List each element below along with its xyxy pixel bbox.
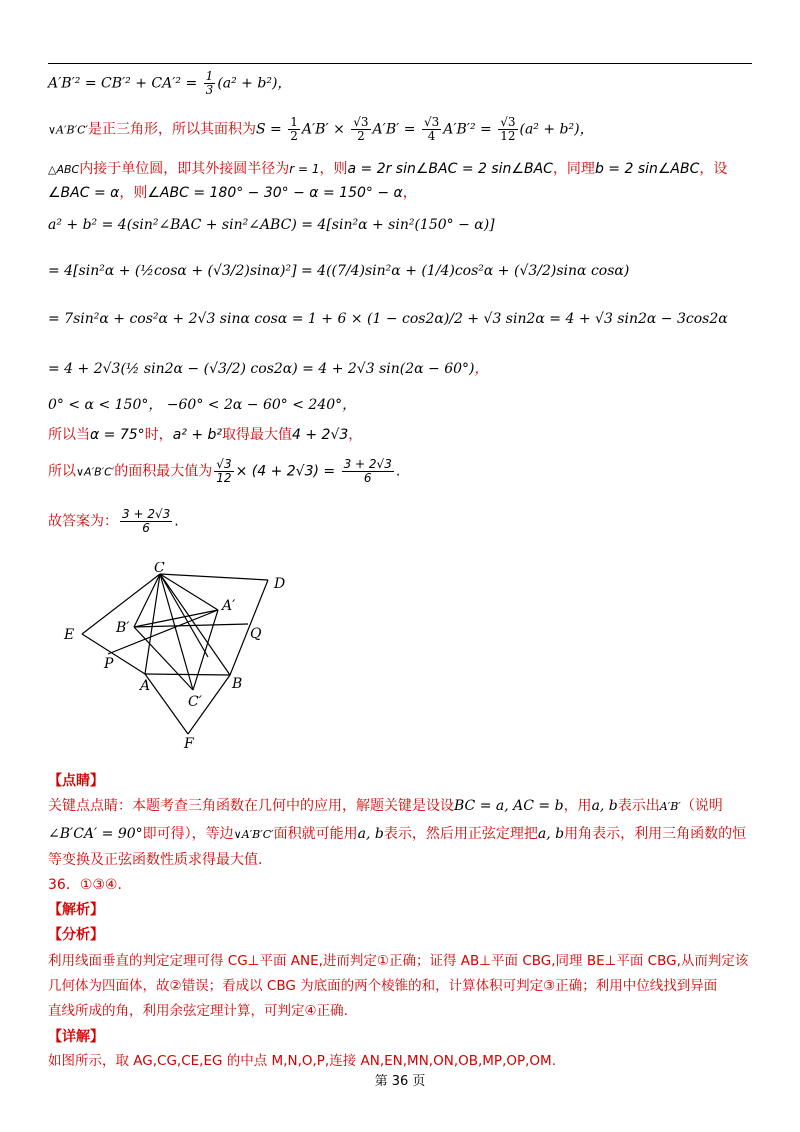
text: 表示，然后用正弦定理把 bbox=[383, 826, 538, 842]
triangle-symbol: ∨A′B′C′ bbox=[76, 465, 115, 479]
text: 是正三角形，所以其面积为 bbox=[88, 121, 256, 138]
text: 的面积最大值为 bbox=[114, 463, 213, 480]
frac-num: 3 + 2√3 bbox=[122, 507, 171, 521]
eq-line-4 bbox=[48, 184, 417, 202]
text: 用角表示，利用三角函数的恒 bbox=[564, 826, 747, 842]
dianjing-line-3: 等变换及正弦函数性质求得最大值. bbox=[48, 852, 263, 868]
text: 所以 bbox=[48, 463, 76, 480]
eq-line-5: a² + b² = 4(sin²∠BAC + sin²∠ABC) = 4[sin²α + sin²(150° − α)] bbox=[48, 217, 495, 233]
eq-text: A′B′ bbox=[659, 800, 681, 813]
eq-line-11 bbox=[48, 458, 400, 485]
frac-num: 3 + 2√3 bbox=[343, 457, 392, 471]
triangle-symbol: △ABC bbox=[48, 163, 80, 176]
text: ，设 bbox=[699, 161, 728, 177]
frac-num: √3 bbox=[500, 115, 516, 129]
eq-text: (a² + b²)， bbox=[519, 121, 594, 138]
eq-line-10 bbox=[48, 426, 362, 444]
frac-den: 6 bbox=[363, 471, 372, 485]
text: ，则 bbox=[119, 185, 148, 201]
dianjing-heading: 【点睛】 bbox=[48, 773, 104, 789]
frac-den: 3 bbox=[205, 83, 214, 97]
text: ，则 bbox=[319, 161, 348, 177]
label-E: E bbox=[64, 627, 75, 643]
fraction bbox=[288, 116, 300, 143]
geometry-figure bbox=[60, 562, 300, 752]
frac-den: 2 bbox=[357, 129, 365, 143]
text: ，用 bbox=[563, 798, 592, 814]
frac-den: 12 bbox=[500, 129, 516, 143]
fenxi-line-3: 直线所成的角，利用余弦定理计算，可判定④正确. bbox=[48, 1003, 348, 1019]
frac-den: 6 bbox=[142, 521, 150, 535]
xiangjie-heading: 【详解】 bbox=[48, 1029, 104, 1045]
fenxi-line-2: 几何体为四面体，故②错误；看成以 CBG 为底面的两个棱锥的和，计算体积可判定③正确；利用中位线找到异面 bbox=[48, 978, 718, 994]
eq-text: 4 + 2√3 bbox=[292, 427, 349, 443]
eq-line-2 bbox=[48, 116, 594, 143]
jiexi-heading: 【解析】 bbox=[48, 902, 104, 918]
text: ， bbox=[402, 185, 417, 201]
eq-line-6: = 4[sin²α + (½cosα + (√3/2)sinα)²] = 4((7/4)sin²α + (1/4)cos²α + (√3/2)sinα cosα) bbox=[48, 263, 630, 279]
dianjing-line-2 bbox=[48, 825, 746, 844]
label-F: F bbox=[184, 736, 194, 752]
eq-line-7: = 7sin²α + cos²α + 2√3 sinα cosα = 1 + 6 × (1 − cos2α)/2 + √3 sin2α = 4 + √3 sin2α − 3cos2α bbox=[48, 311, 728, 327]
answer-line bbox=[48, 508, 179, 535]
frac-num: √3 bbox=[423, 115, 440, 129]
frac-den: 4 bbox=[427, 129, 436, 143]
frac-den: 12 bbox=[216, 471, 232, 485]
label-C-prime: C′ bbox=[188, 694, 202, 710]
eq-text: BC = a, AC = b bbox=[454, 798, 564, 814]
label-C: C bbox=[154, 562, 165, 576]
eq-text: A′B′ × bbox=[301, 121, 350, 138]
eq-text: a, b bbox=[591, 798, 618, 814]
label-A-prime: A′ bbox=[222, 598, 236, 614]
text: ， bbox=[348, 427, 363, 443]
eq-text: b = 2 sin∠ABC bbox=[594, 161, 700, 177]
eq-text: A′B′ = bbox=[372, 121, 420, 138]
eq-text: A′B′² = bbox=[443, 121, 497, 138]
fenxi-heading: 【分析】 bbox=[48, 927, 104, 943]
text: 面积就可能用 bbox=[273, 826, 358, 842]
eq-text: × (4 + 2√3) = bbox=[235, 463, 340, 480]
text: 所以当 bbox=[48, 427, 90, 443]
fraction bbox=[351, 116, 370, 143]
text: ，同理 bbox=[552, 161, 595, 177]
text: 关键点点睛：本题考查三角函数在几何中的应用，解题关键是设设 bbox=[48, 798, 454, 814]
label-D: D bbox=[274, 576, 286, 592]
fraction bbox=[120, 508, 172, 535]
text: 取得最大值 bbox=[222, 427, 293, 443]
fraction bbox=[422, 116, 441, 143]
fraction bbox=[342, 458, 394, 485]
eq-text: r = 1 bbox=[289, 162, 320, 176]
fraction bbox=[498, 116, 517, 143]
frac-den: 2 bbox=[290, 129, 298, 143]
xiangjie-line-1: 如图所示，取 AG,CG,CE,EG 的中点 M,N,O,P,连接 AN,EN,MN,ON,OB,MP,OP,OM. bbox=[48, 1053, 556, 1069]
page-footer: 第 36 页 bbox=[374, 1074, 426, 1089]
eq-text: S = bbox=[256, 121, 287, 138]
dianjing-line-1 bbox=[48, 797, 723, 816]
fenxi-line-1: 利用线面垂直的判定定理可得 CG⊥平面 ANE,进而判定①正确；证得 AB⊥平面 CBG,同理 BE⊥平面 CBG,从而判定该 bbox=[48, 953, 749, 969]
label-A: A bbox=[140, 678, 151, 694]
fraction bbox=[204, 70, 216, 97]
eq-text: ∠BAC = α bbox=[48, 185, 120, 201]
triangle-symbol: ∨A′B′C′ bbox=[233, 828, 274, 841]
eq-text: a² + b² bbox=[172, 427, 223, 443]
eq-text: ∠ABC = 180° − 30° − α = 150° − α bbox=[147, 185, 403, 201]
label-P: P bbox=[104, 656, 114, 672]
text: 内接于单位圆，即其外接圆半径为 bbox=[79, 161, 290, 177]
label-B: B bbox=[232, 676, 243, 692]
fraction bbox=[214, 458, 233, 485]
text: 时， bbox=[144, 427, 173, 443]
answer-label: 故答案为： bbox=[48, 513, 118, 530]
eq-line-9: 0° < α < 150°， −60° < 2α − 60° < 240°， bbox=[48, 397, 357, 413]
text: 即可得），等边 bbox=[142, 826, 234, 842]
eq-text: a, b bbox=[357, 826, 384, 842]
text: . bbox=[174, 513, 179, 530]
text: . bbox=[395, 463, 401, 480]
frac-num: 1 bbox=[205, 69, 214, 83]
label-Q: Q bbox=[250, 626, 262, 642]
label-B-prime: B′ bbox=[116, 620, 130, 636]
eq-text: a, b bbox=[537, 826, 565, 842]
text: 表示出 bbox=[617, 798, 660, 814]
text: （说明 bbox=[680, 798, 723, 814]
header-rule bbox=[48, 63, 752, 64]
eq-line-3 bbox=[48, 160, 727, 179]
eq-line-1 bbox=[48, 70, 291, 97]
frac-num: √3 bbox=[353, 115, 369, 129]
eq-text: (a² + b²)， bbox=[217, 75, 292, 92]
eq-text: A′B′² = CB′² + CA′² = bbox=[48, 75, 202, 92]
frac-num: 1 bbox=[290, 115, 298, 129]
question-36-answer: 36．①③④. bbox=[48, 877, 122, 893]
frac-num: √3 bbox=[216, 457, 232, 471]
eq-text: a = 2r sin∠BAC = 2 sin∠BAC bbox=[347, 161, 553, 177]
eq-text: = 4 + 2√3(½ sin2α − (√3/2) cos2α) = 4 + 2√3 sin(2α − 60°) bbox=[48, 361, 475, 377]
eq-text: ∠B′CA′ = 90° bbox=[48, 826, 143, 842]
text: ， bbox=[474, 361, 489, 377]
triangle-symbol: ∨A′B′C′ bbox=[48, 123, 88, 137]
eq-line-8 bbox=[48, 360, 488, 378]
eq-text: α = 75° bbox=[90, 427, 145, 443]
